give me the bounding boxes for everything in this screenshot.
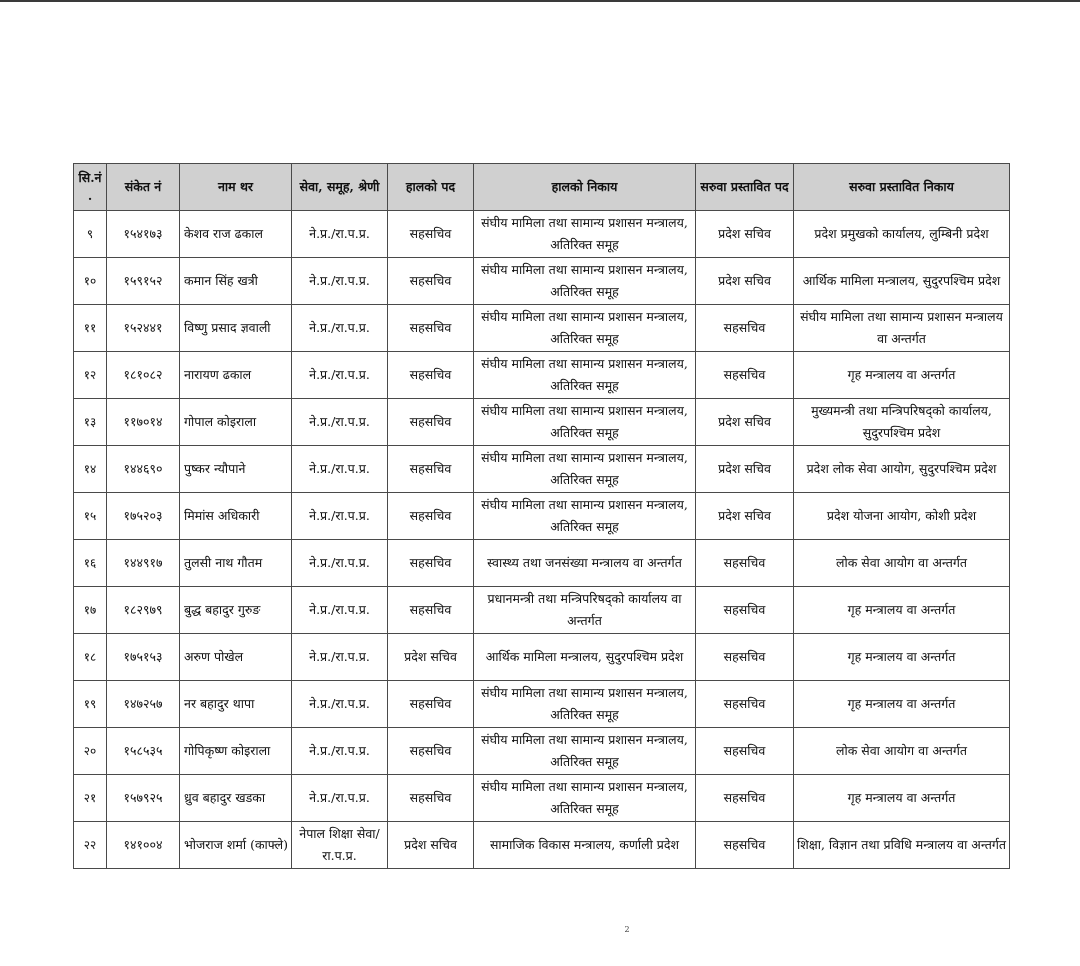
cell-serial: ९ bbox=[74, 211, 107, 258]
cell-proposed-office: आर्थिक मामिला मन्त्रालय, सुदुरपश्चिम प्रदेश bbox=[794, 258, 1010, 305]
cell-service: ने.प्र./रा.प.प्र. bbox=[292, 540, 388, 587]
table-body bbox=[74, 211, 1010, 869]
cell-current-post: सहसचिव bbox=[388, 446, 474, 493]
cell-proposed-post: सहसचिव bbox=[696, 681, 794, 728]
cell-current-office: आर्थिक मामिला मन्त्रालय, सुदुरपश्चिम प्रदेश bbox=[474, 634, 696, 681]
cell-service: ने.प्र./रा.प.प्र. bbox=[292, 399, 388, 446]
cell-name: विष्णु प्रसाद ज्ञवाली bbox=[180, 305, 292, 352]
cell-current-post: सहसचिव bbox=[388, 399, 474, 446]
cell-current-post: सहसचिव bbox=[388, 211, 474, 258]
cell-serial: १६ bbox=[74, 540, 107, 587]
cell-current-office: संघीय मामिला तथा सामान्य प्रशासन मन्त्रालय, अतिरिक्त समूह bbox=[474, 305, 696, 352]
cell-proposed-office: लोक सेवा आयोग वा अन्तर्गत bbox=[794, 728, 1010, 775]
cell-name: ध्रुव बहादुर खडका bbox=[180, 775, 292, 822]
cell-proposed-post: प्रदेश सचिव bbox=[696, 446, 794, 493]
cell-proposed-office: गृह मन्त्रालय वा अन्तर्गत bbox=[794, 352, 1010, 399]
cell-name: कमान सिंह खत्री bbox=[180, 258, 292, 305]
header-service: सेवा, समूह, श्रेणी bbox=[292, 164, 388, 211]
cell-proposed-office: लोक सेवा आयोग वा अन्तर्गत bbox=[794, 540, 1010, 587]
cell-service: ने.प्र./रा.प.प्र. bbox=[292, 493, 388, 540]
cell-serial: १९ bbox=[74, 681, 107, 728]
table-row bbox=[74, 822, 1010, 869]
header-proposed-office: सरुवा प्रस्तावित निकाय bbox=[794, 164, 1010, 211]
cell-current-post: सहसचिव bbox=[388, 775, 474, 822]
cell-name: भोजराज शर्मा (काफ्ले) bbox=[180, 822, 292, 869]
cell-code: १७५२०३ bbox=[107, 493, 180, 540]
cell-proposed-office: संघीय मामिला तथा सामान्य प्रशासन मन्त्रालय वा अन्तर्गत bbox=[794, 305, 1010, 352]
cell-service: ने.प्र./रा.प.प्र. bbox=[292, 352, 388, 399]
table-row bbox=[74, 211, 1010, 258]
header-current-post: हालको पद bbox=[388, 164, 474, 211]
cell-serial: १८ bbox=[74, 634, 107, 681]
cell-proposed-office: गृह मन्त्रालय वा अन्तर्गत bbox=[794, 681, 1010, 728]
cell-current-post: सहसचिव bbox=[388, 681, 474, 728]
cell-proposed-post: सहसचिव bbox=[696, 352, 794, 399]
cell-name: बुद्ध बहादुर गुरुङ bbox=[180, 587, 292, 634]
cell-proposed-post: सहसचिव bbox=[696, 305, 794, 352]
cell-current-post: सहसचिव bbox=[388, 305, 474, 352]
cell-service: ने.प्र./रा.प.प्र. bbox=[292, 446, 388, 493]
cell-proposed-post: प्रदेश सचिव bbox=[696, 258, 794, 305]
cell-serial: १७ bbox=[74, 587, 107, 634]
cell-name: मिमांस अधिकारी bbox=[180, 493, 292, 540]
cell-code: १७५१५३ bbox=[107, 634, 180, 681]
cell-current-office: संघीय मामिला तथा सामान्य प्रशासन मन्त्रालय, अतिरिक्त समूह bbox=[474, 728, 696, 775]
top-border-line bbox=[0, 0, 1080, 2]
cell-name: गोपिकृष्ण कोइराला bbox=[180, 728, 292, 775]
cell-current-office: संघीय मामिला तथा सामान्य प्रशासन मन्त्रालय, अतिरिक्त समूह bbox=[474, 399, 696, 446]
cell-name: केशव राज ढकाल bbox=[180, 211, 292, 258]
cell-current-office: संघीय मामिला तथा सामान्य प्रशासन मन्त्रालय, अतिरिक्त समूह bbox=[474, 211, 696, 258]
cell-serial: १३ bbox=[74, 399, 107, 446]
cell-service: ने.प्र./रा.प.प्र. bbox=[292, 775, 388, 822]
cell-current-post: सहसचिव bbox=[388, 587, 474, 634]
cell-current-office: संघीय मामिला तथा सामान्य प्रशासन मन्त्रालय, अतिरिक्त समूह bbox=[474, 681, 696, 728]
cell-proposed-post: प्रदेश सचिव bbox=[696, 399, 794, 446]
table-row bbox=[74, 540, 1010, 587]
cell-serial: ११ bbox=[74, 305, 107, 352]
cell-code: १५४१७३ bbox=[107, 211, 180, 258]
cell-current-post: प्रदेश सचिव bbox=[388, 822, 474, 869]
cell-current-post: सहसचिव bbox=[388, 540, 474, 587]
table-row bbox=[74, 681, 1010, 728]
cell-service: ने.प्र./रा.प.प्र. bbox=[292, 728, 388, 775]
cell-code: १५२४४१ bbox=[107, 305, 180, 352]
table-row bbox=[74, 775, 1010, 822]
cell-proposed-post: सहसचिव bbox=[696, 634, 794, 681]
cell-name: अरुण पोखेल bbox=[180, 634, 292, 681]
cell-name: नर बहादुर थापा bbox=[180, 681, 292, 728]
cell-proposed-office: गृह मन्त्रालय वा अन्तर्गत bbox=[794, 775, 1010, 822]
cell-proposed-post: सहसचिव bbox=[696, 822, 794, 869]
cell-serial: २२ bbox=[74, 822, 107, 869]
cell-service: ने.प्र./रा.प.प्र. bbox=[292, 681, 388, 728]
cell-proposed-post: सहसचिव bbox=[696, 540, 794, 587]
cell-service: ने.प्र./रा.प.प्र. bbox=[292, 211, 388, 258]
cell-serial: १५ bbox=[74, 493, 107, 540]
cell-proposed-office: मुख्यमन्त्री तथा मन्त्रिपरिषद्को कार्यालय, सुदुरपश्चिम प्रदेश bbox=[794, 399, 1010, 446]
table-header-row bbox=[74, 164, 1010, 211]
cell-current-office: प्रधानमन्त्री तथा मन्त्रिपरिषद्को कार्यालय वा अन्तर्गत bbox=[474, 587, 696, 634]
cell-service: ने.प्र./रा.प.प्र. bbox=[292, 587, 388, 634]
header-serial: सि.नं . bbox=[74, 164, 107, 211]
cell-proposed-post: प्रदेश सचिव bbox=[696, 211, 794, 258]
cell-service: ने.प्र./रा.प.प्र. bbox=[292, 258, 388, 305]
cell-code: १४४९१७ bbox=[107, 540, 180, 587]
cell-current-office: संघीय मामिला तथा सामान्य प्रशासन मन्त्रालय, अतिरिक्त समूह bbox=[474, 446, 696, 493]
cell-current-office: संघीय मामिला तथा सामान्य प्रशासन मन्त्रालय, अतिरिक्त समूह bbox=[474, 493, 696, 540]
cell-code: १४४६९० bbox=[107, 446, 180, 493]
cell-service: ने.प्र./रा.प.प्र. bbox=[292, 634, 388, 681]
cell-proposed-post: सहसचिव bbox=[696, 775, 794, 822]
cell-proposed-office: गृह मन्त्रालय वा अन्तर्गत bbox=[794, 587, 1010, 634]
table-row bbox=[74, 305, 1010, 352]
cell-code: ११७०१४ bbox=[107, 399, 180, 446]
header-name: नाम थर bbox=[180, 164, 292, 211]
table-row bbox=[74, 493, 1010, 540]
cell-proposed-office: प्रदेश योजना आयोग, कोशी प्रदेश bbox=[794, 493, 1010, 540]
page-number: 2 bbox=[624, 925, 630, 934]
table-row bbox=[74, 352, 1010, 399]
transfer-table bbox=[73, 163, 1010, 869]
cell-code: १४७२५७ bbox=[107, 681, 180, 728]
cell-serial: २० bbox=[74, 728, 107, 775]
table-row bbox=[74, 728, 1010, 775]
cell-name: गोपाल कोइराला bbox=[180, 399, 292, 446]
cell-current-post: सहसचिव bbox=[388, 728, 474, 775]
table-row bbox=[74, 399, 1010, 446]
cell-proposed-office: गृह मन्त्रालय वा अन्तर्गत bbox=[794, 634, 1010, 681]
cell-code: १८२९७९ bbox=[107, 587, 180, 634]
cell-current-office: संघीय मामिला तथा सामान्य प्रशासन मन्त्रालय, अतिरिक्त समूह bbox=[474, 775, 696, 822]
table-row bbox=[74, 634, 1010, 681]
cell-current-post: प्रदेश सचिव bbox=[388, 634, 474, 681]
cell-code: १४१००४ bbox=[107, 822, 180, 869]
cell-current-post: सहसचिव bbox=[388, 258, 474, 305]
cell-current-post: सहसचिव bbox=[388, 493, 474, 540]
cell-name: नारायण ढकाल bbox=[180, 352, 292, 399]
header-proposed-post: सरुवा प्रस्तावित पद bbox=[696, 164, 794, 211]
cell-name: पुष्कर न्यौपाने bbox=[180, 446, 292, 493]
cell-current-office: संघीय मामिला तथा सामान्य प्रशासन मन्त्रालय, अतिरिक्त समूह bbox=[474, 352, 696, 399]
cell-current-office: स्वास्थ्य तथा जनसंख्या मन्त्रालय वा अन्तर्गत bbox=[474, 540, 696, 587]
cell-serial: १२ bbox=[74, 352, 107, 399]
cell-name: तुलसी नाथ गौतम bbox=[180, 540, 292, 587]
cell-current-office: संघीय मामिला तथा सामान्य प्रशासन मन्त्रालय, अतिरिक्त समूह bbox=[474, 258, 696, 305]
cell-code: १८१०८२ bbox=[107, 352, 180, 399]
cell-code: १५८५३५ bbox=[107, 728, 180, 775]
cell-current-office: सामाजिक विकास मन्त्रालय, कर्णाली प्रदेश bbox=[474, 822, 696, 869]
header-code: संकेत नं bbox=[107, 164, 180, 211]
cell-proposed-post: सहसचिव bbox=[696, 587, 794, 634]
cell-proposed-office: प्रदेश लोक सेवा आयोग, सुदुरपश्चिम प्रदेश bbox=[794, 446, 1010, 493]
table-row bbox=[74, 587, 1010, 634]
table-row bbox=[74, 446, 1010, 493]
cell-serial: १४ bbox=[74, 446, 107, 493]
cell-proposed-office: शिक्षा, विज्ञान तथा प्रविधि मन्त्रालय वा अन्तर्गत bbox=[794, 822, 1010, 869]
cell-service: नेपाल शिक्षा सेवा/रा.प.प्र. bbox=[292, 822, 388, 869]
cell-proposed-post: सहसचिव bbox=[696, 728, 794, 775]
cell-code: १५७९२५ bbox=[107, 775, 180, 822]
table-row bbox=[74, 258, 1010, 305]
cell-serial: २१ bbox=[74, 775, 107, 822]
cell-serial: १० bbox=[74, 258, 107, 305]
cell-current-post: सहसचिव bbox=[388, 352, 474, 399]
cell-service: ने.प्र./रा.प.प्र. bbox=[292, 305, 388, 352]
cell-proposed-post: प्रदेश सचिव bbox=[696, 493, 794, 540]
cell-proposed-office: प्रदेश प्रमुखको कार्यालय, लुम्बिनी प्रदेश bbox=[794, 211, 1010, 258]
cell-code: १५९१५२ bbox=[107, 258, 180, 305]
header-current-office: हालको निकाय bbox=[474, 164, 696, 211]
